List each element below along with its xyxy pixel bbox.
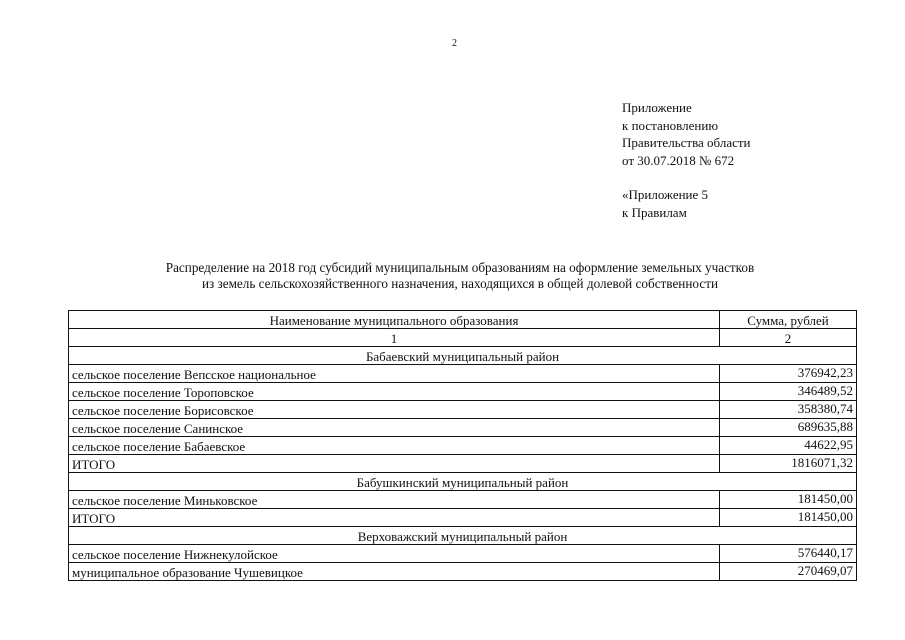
total-label: ИТОГО: [69, 509, 720, 527]
document-title-line-2: из земель сельскохозяйственного назначения, находящихся в общей долевой собственности: [201, 276, 719, 291]
district-name: Верховажский муниципальный район: [69, 527, 857, 545]
appendix-line: «Приложение 5: [622, 187, 709, 202]
table-header-row: [69, 311, 857, 329]
table-row: [69, 563, 857, 581]
municipality-name: сельское поселение Вепсское национальное: [69, 365, 720, 383]
table-row: [69, 491, 857, 509]
subsidy-sum: 576440,17: [720, 545, 857, 563]
district-name: Бабаевский муниципальный район: [69, 347, 857, 365]
header-name-cell: Наименование муниципального образования: [69, 311, 720, 329]
total-row: [69, 455, 857, 473]
subsidy-sum: 689635,88: [720, 419, 857, 437]
total-label: ИТОГО: [69, 455, 720, 473]
district-row: [69, 473, 857, 491]
municipality-name: муниципальное образование Чушевицкое: [69, 563, 720, 581]
total-row: [69, 509, 857, 527]
subsidy-sum: 270469,07: [720, 563, 857, 581]
subsidy-sum: 376942,23: [720, 365, 857, 383]
table-row: [69, 383, 857, 401]
municipality-name: сельское поселение Нижнекулойское: [69, 545, 720, 563]
district-name: Бабушкинский муниципальный район: [69, 473, 857, 491]
table-row: [69, 437, 857, 455]
total-sum: 181450,00: [720, 509, 857, 527]
municipality-name: сельское поселение Тороповское: [69, 383, 720, 401]
district-row: [69, 527, 857, 545]
municipality-name: сельское поселение Борисовское: [69, 401, 720, 419]
subsidy-sum: 44622,95: [720, 437, 857, 455]
appendix-line: к Правилам: [622, 204, 687, 220]
appendix-line: к постановлению: [622, 117, 719, 133]
table-row: [69, 365, 857, 383]
subsidy-sum: 346489,52: [720, 383, 857, 401]
column-number-cell: 1: [69, 329, 720, 347]
municipality-name: сельское поселение Бабаевское: [69, 437, 720, 455]
table-row: [69, 545, 857, 563]
appendix-line: от 30.07.2018 № 672: [622, 152, 735, 168]
appendix-block: [622, 99, 751, 221]
table-row: [69, 401, 857, 419]
district-row: [69, 347, 857, 365]
subsidy-sum: 358380,74: [720, 401, 857, 419]
appendix-line: Правительства области: [622, 135, 751, 150]
distribution-table: [68, 310, 857, 581]
municipality-name: сельское поселение Санинское: [69, 419, 720, 437]
appendix-line: Приложение: [622, 100, 692, 115]
total-sum: 1816071,32: [720, 455, 857, 473]
subsidy-sum: 181450,00: [720, 491, 857, 509]
document-title-line-1: Распределение на 2018 год субсидий муниципальным образованиям на оформление земельных участков: [165, 260, 755, 275]
column-number-cell: 2: [720, 329, 857, 347]
header-sum-cell: Сумма, рублей: [720, 311, 857, 329]
column-number-row: [69, 329, 857, 347]
table-row: [69, 419, 857, 437]
municipality-name: сельское поселение Миньковское: [69, 491, 720, 509]
page-number: 2: [452, 38, 457, 49]
